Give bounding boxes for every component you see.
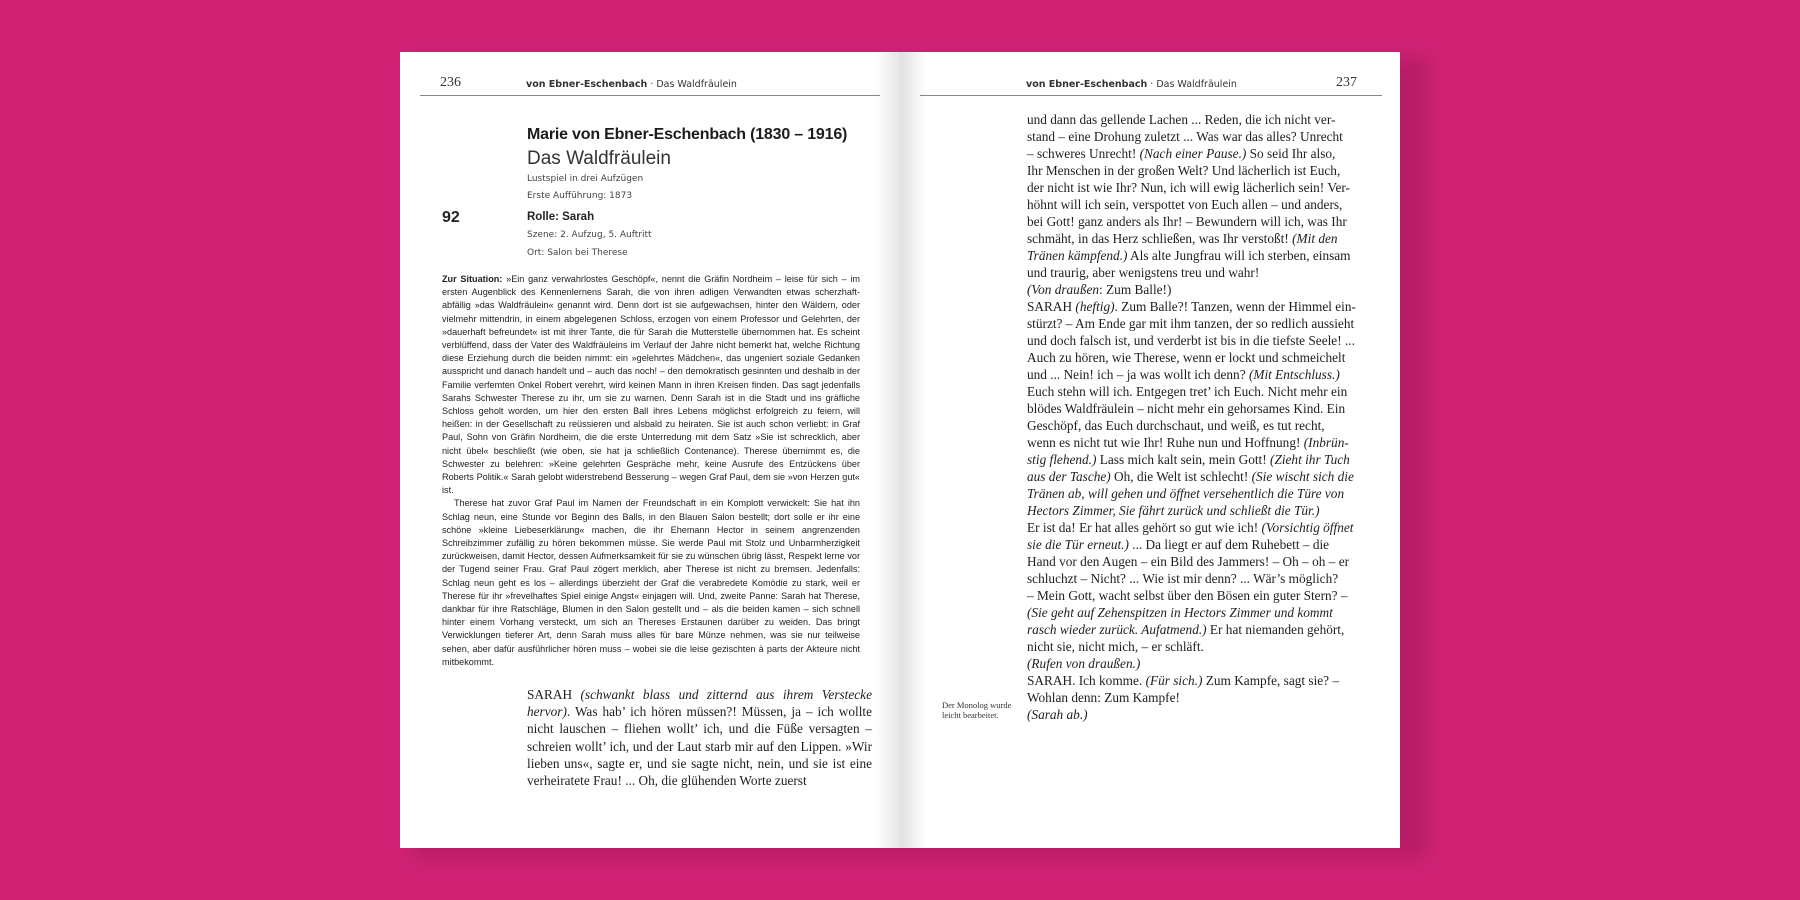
left-page [400,52,900,848]
right-page [900,52,1400,848]
running-head [1026,79,1237,90]
running-head-title: · Das Waldfräulein [647,79,737,90]
stage-direction: (heftig) [1075,299,1115,314]
text-line: und traurig, aber wenigstens treu und wahr! [1027,265,1260,280]
gutter-shadow [900,52,926,848]
running-head-title: · Das Waldfräulein [1147,79,1237,90]
gutter-shadow [874,52,900,848]
monologue-continued [1027,111,1358,723]
stage-direction: (Sarah ab.) [1027,707,1088,722]
stage-direction: (Rufen von draußen.) [1027,656,1141,671]
text-line: stürzt? – Am Ende gar mit ihm tanzen, der so redlich aussieht [1027,316,1355,331]
text-line: Geschöpf, das Euch durchschaut, und weiß, es tut recht, [1027,418,1325,433]
line-text: SARAH. Ich komme. [1027,673,1146,688]
text-line: der nicht ist wie Ihr? Nun, ich will ewig lächerlich sein! Ver- [1027,180,1350,195]
text-line: schluchzt – Nicht? ... Wie ist mir denn? ... Wär’s möglich? [1027,571,1339,586]
text-line [1027,536,1358,553]
text-line: Wohlan denn: Zum Kampfe! [1027,690,1180,705]
text-line: höhnt will ich sein, verspottet von Euch allen – und anders, [1027,197,1343,212]
text-line [1027,298,1358,315]
running-head [526,79,737,90]
stage-direction: (schwankt blass und zitternd aus ihrem Verstecke hervor) [527,687,872,720]
stage-direction: Tränen kämpfend.) [1027,248,1128,263]
role-heading: Rolle: Sarah [527,211,595,223]
line-text: – schweres Unrecht! [1027,146,1140,161]
margin-note: Der Monolog wurde leicht bearbeitet. [942,700,1012,720]
text-line [1027,519,1358,536]
line-text: Oh, die Welt ist schlecht! [1110,469,1252,484]
speaker-name: SARAH [1027,299,1076,314]
line-text: Zum Kampfe, sagt sie? – [1202,673,1340,688]
line-text: und ... Nein! ich – ja was wollt ich denn? [1027,367,1249,382]
stage-direction: (Für sich.) [1145,673,1203,688]
header-rule [420,95,880,96]
situation-label: Zur Situation: [442,274,503,284]
line-text: Er ist da! Er hat alles gehört so gut wie ich! [1027,520,1262,535]
situation-p1-text: »Ein ganz verwahrlostes Geschöpf«, nennt die Gräfin Nordheim – leise für sich – im ersten Augenblick des Kennenlernens Sarah, die von ihren adligen Verwandten etwas scherzhaft-abfällig »das Waldfräulein« genannt wird. Denn dort ist sie aufgewachsen, hinter den Wäldern, oder vielmehr mittendrin, in einem abgelegenen Schloss, erzogen von einem Professor und Gelehrten, der »dauerhaft befreundet« ist mit ihrer Tante, die für Sarah die Mutterstelle übernommen hat. Es scheint verblüffend, dass der Vater des Waldfräuleins im Verlauf der Jahre nicht bemerkt hat, welche Richtung diese Erziehung durch die beiden nimmt: ein »gelehrtes Mädchen«, das ungeniert soziale Gedanken ausspricht und danach handelt und – auch das noch! – den demokratisch gesinnten und deshalb in der Familie verfemten Onkel Robert verehrt, wird keinen Mann in ihren Kreisen finden. Das sagt jedenfalls Sarahs Schwester Therese zu ihr, um sie zu warnen. Denn Sarah ist in die Stadt und ins gräfliche Schloss geholt worden, um hier den ersten Ball ihres Lebens möglichst erfolgreich zu feiern, will heißen: in der Gesellschaft zu reüssieren und alsbald zu heiraten. Sie ist auch schon verliebt: in Graf Paul, Sohn von Gräfin Nordheim, die die erste Unterredung mit dem Satz »Sie ist schrecklich, aber nicht übel« beschließt (wie oben, sie hat ja schließlich Contenance). Therese übernimmt es, die Schwester zu belehren: »Keine gelehrten Gespräche mehr, keine Ausrufe des Entzückens über Roberts Politik.« Sarah gelobt widerstrebend Besserung – wegen Graf Paul, dem sie »von Herzen gut« ist. [442,274,860,496]
stage-direction: (Zieht ihr Tuch [1270,452,1350,467]
line-text: Lass mich kalt sein, mein Gott! [1096,452,1271,467]
text-line: nicht sie, nicht mich, – er schläft. [1027,639,1204,654]
line-text: So seid Ihr also, [1246,146,1336,161]
text-line [1027,468,1358,485]
monologue-paragraph [527,686,872,789]
situation-paragraph-2: Therese hat zuvor Graf Paul im Namen der Freundschaft in ein Komplott verwickelt: Sie hat ihn Schlag neun, eine Stunde vor Beginn des Balls, in den Blauen Salon bestellt; dort solle er ihr eine schöne »kleine Liebeserklärung« machen, die ihr Ehemann Hector in seinem angrenzenden Schreibzimmer zufällig zu hören bekommen müsse. Sie werde Paul mit Stolz und Unbarmherzigkeit zurückweisen, damit Hector, dessen Aufmerksamkeit für sie zu wünschen übrig lässt, Respekt lerne vor der Tugend seiner Frau. Graf Paul zögert merklich, aber Therese ist nicht zu bremsen. Jedenfalls: Schlag neun geht es los – allerdings überzieht der Graf die verabredete Komödie zu stark, weil er Therese für ihr »frevelhaftes Spiel einige Angst« einjagen will. Und, zweite Panne: Sarah hat Therese, dankbar für ihre Ratschläge, Blumen in den Salon gestellt und – als die beiden kamen – sich schnell hinter einem Vorhang versteckt, um sich an Thereses Erstaunen darüber zu weiden. Das bringt Verwicklungen tieferer Art, denn Sarah muss alles für bare Münze nehmen, was sie nur teilweise sehen, aber dafür ausführlicher hören muss – wobei sie die leise gezischten à parts der Akteure nicht mitbekommt. [442,498,860,667]
place-info: Ort: Salon bei Therese [527,248,628,258]
stage-direction: (Sie geht auf Zehenspitzen in Hectors Zimmer und kommt [1027,605,1333,620]
text-line: Euch stehn will ich. Entgegen tret’ ich Euch. Nicht mehr ein [1027,384,1348,399]
text-line [1027,366,1358,383]
text-line [1027,145,1358,162]
stage-direction: (Von draußen [1027,282,1100,297]
stage-direction: (Mit Entschluss.) [1248,367,1340,382]
text-line: blödes Waldfräulein – nicht mehr ein gehorsames Kind. Ein [1027,401,1346,416]
text-line [1027,672,1358,689]
page-number: 237 [1336,75,1357,90]
monologue-number: 92 [442,209,460,226]
line-text: schmäht, in das Herz schließen, was Ihr verstoßt! [1027,231,1293,246]
text-line [1027,247,1358,264]
text-line: Ihr Menschen in der großen Welt? Und lächerlich ist Euch, [1027,163,1341,178]
stage-direction: stig flehend.) [1027,452,1097,467]
author-heading: Marie von Ebner-Eschenbach (1830 – 1916) [527,126,848,143]
stage-direction: rasch wieder zurück. Aufatmend.) [1027,622,1207,637]
stage-direction: Hectors Zimmer, Sie fährt zurück und schließt die Tür.) [1027,503,1320,518]
page-number: 236 [440,75,461,90]
text-line: stand – eine Drohung zuletzt ... Was war das alles? Unrecht [1027,129,1343,144]
subtitle: Lustspiel in drei Aufzügen [527,174,644,184]
text-line [1027,230,1358,247]
text-line [1027,502,1358,519]
text-line [1027,451,1358,468]
line-text: wenn es nicht tut wie Ihr! Ruhe nun und Hoffnung! [1027,435,1304,450]
header-rule [920,95,1382,96]
text-line [1027,434,1358,451]
text-line: – Mein Gott, wacht selbst über den Bösen ein guter Stern? – [1027,588,1348,603]
monologue-text: . Was hab’ ich hören müssen?! Müssen, ja – ich wollte nicht lauschen – fliehen wollt’ ich, und die Füße versagten – schreien wollt’ ich, und der Laut starb mir auf den Lippen. »Wir lieben uns«, sagte er, und sie sagte nicht, nein, und sie ist eine verheiratete Frau! ... Oh, die glühenden Worte zuerst [527,704,872,789]
running-head-author: von Ebner-Eschenbach [526,79,648,90]
text-line [1027,281,1358,298]
stage-direction: sie die Tür erneut.) [1027,537,1129,552]
stage-direction: (Inbrün- [1303,435,1349,450]
text-line: und doch falsch ist, und verderbt ist bis in die tiefste Seele! ... [1027,333,1355,348]
situation-text [442,273,860,669]
text-line [1027,621,1358,638]
stage-direction: (Nach einer Pause.) [1139,146,1247,161]
stage-direction: (Mit den [1292,231,1338,246]
line-text: Er hat niemanden gehört, [1206,622,1345,637]
stage-direction: Tränen ab, will gehen und öffnet versehentlich die Türe von [1027,486,1345,501]
running-head-author: von Ebner-Eschenbach [1026,79,1148,90]
text-line [1027,604,1358,621]
premiere-date: Erste Aufführung: 1873 [527,191,633,201]
text-line [1027,655,1358,672]
stage-direction: (Sie wischt sich die [1251,469,1354,484]
line-text: ... Da liegt er auf dem Ruhebett – die [1128,537,1330,552]
line-text: : Zum Balle!) [1099,282,1172,297]
work-title: Das Waldfräulein [527,148,671,169]
stage-direction: (Vorsichtig öffnet [1261,520,1354,535]
line-text: Als alte Jungfrau will ich sterben, einsam [1127,248,1351,263]
line-text: . Zum Balle?! Tanzen, wenn der Himmel ein- [1114,299,1356,314]
stage-direction: aus der Tasche) [1027,469,1111,484]
text-line: Auch zu hören, wie Therese, wenn er lockt und schmeichelt [1027,350,1346,365]
text-line: bei Gott! ganz anders als Ihr! – Bewundern will ich, was Ihr [1027,214,1347,229]
text-line: und dann das gellende Lachen ... Reden, die ich nicht ver- [1027,112,1336,127]
scene-info: Szene: 2. Aufzug, 5. Auftritt [527,230,652,240]
text-line [1027,706,1358,723]
speaker-name: SARAH [527,687,573,702]
text-line [1027,485,1358,502]
monologue-start [527,686,872,789]
text-line: Hand vor den Augen – ein Bild des Jammers! – Oh – oh – er [1027,554,1350,569]
situation-paragraph-1 [442,273,860,497]
